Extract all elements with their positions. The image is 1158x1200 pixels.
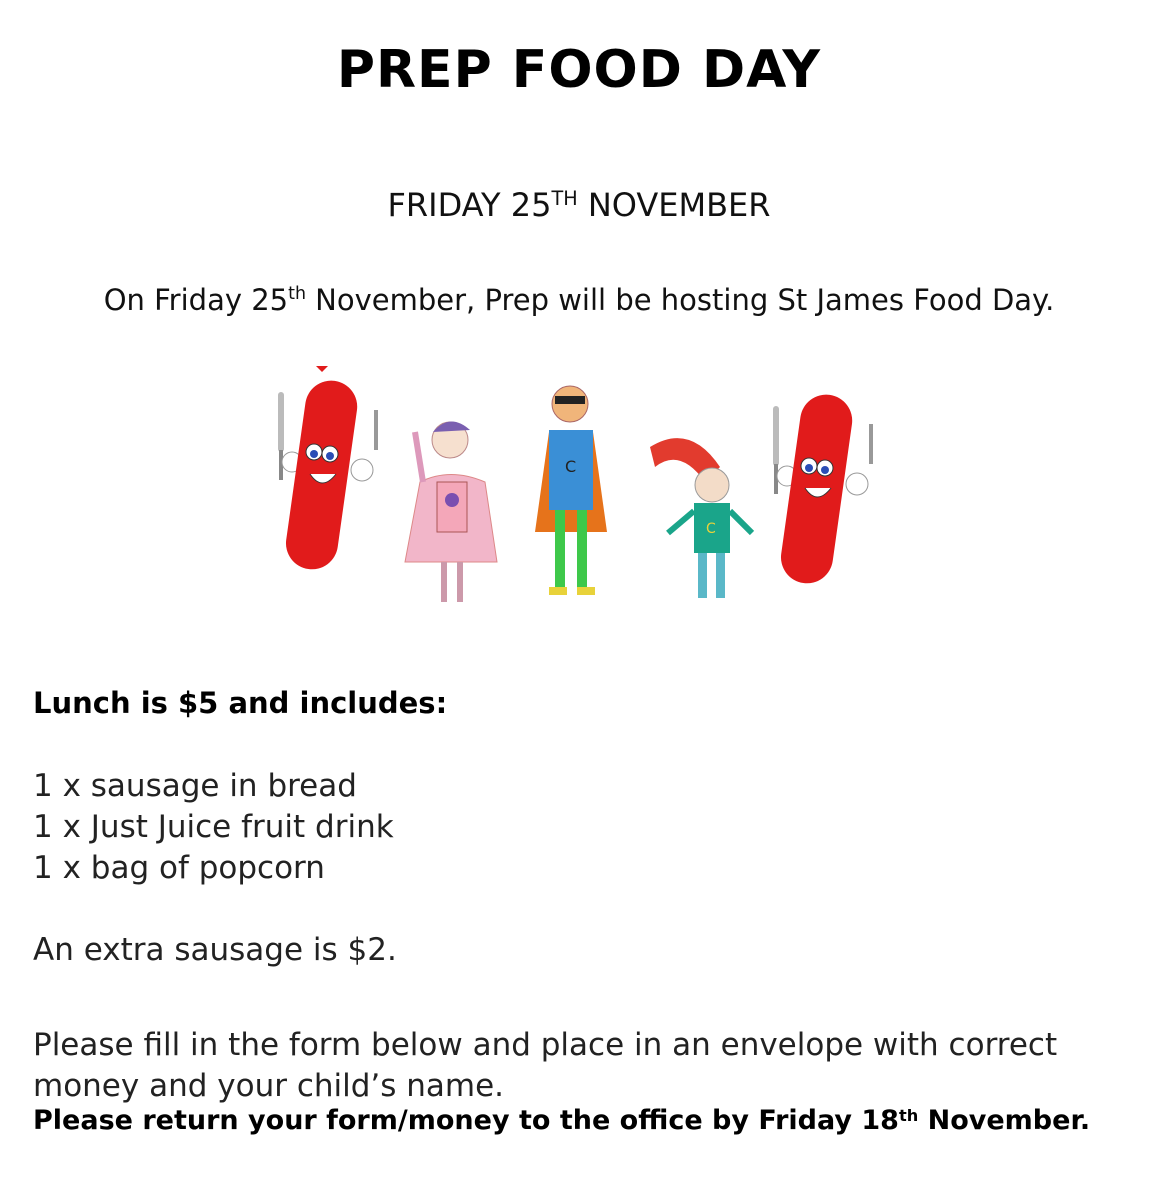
lunch-items-list — [33, 766, 394, 889]
svg-text:C: C — [706, 521, 716, 537]
list-item: 1 x sausage in bread — [33, 768, 357, 804]
intro-text: On Friday 25th November, Prep will be hosting St James Food Day. — [103, 283, 1055, 317]
list-item: 1 x bag of popcorn — [33, 850, 325, 886]
sausage-mascot-icon — [278, 366, 378, 573]
lunch-heading: Lunch is $5 and includes: — [33, 686, 448, 720]
flying-superhero-icon — [650, 438, 752, 598]
girl-superhero-icon — [405, 421, 497, 602]
instructions-text: Please fill in the form below and place in an envelope with correct money and your child’s name. — [33, 1027, 1058, 1104]
page-title: PREP FOOD DAY — [336, 40, 822, 100]
return-deadline: Please return your form/money to the office by Friday 18th November. — [33, 1105, 1091, 1136]
food-day-illustration — [270, 362, 890, 612]
boy-superhero-icon — [535, 386, 607, 595]
list-item: 1 x Just Juice fruit drink — [33, 809, 394, 845]
event-date: FRIDAY 25TH NOVEMBER — [387, 186, 771, 224]
svg-text:C: C — [565, 457, 577, 476]
sausage-mascot-icon — [773, 391, 873, 586]
extra-sausage-note: An extra sausage is $2. — [33, 932, 397, 968]
